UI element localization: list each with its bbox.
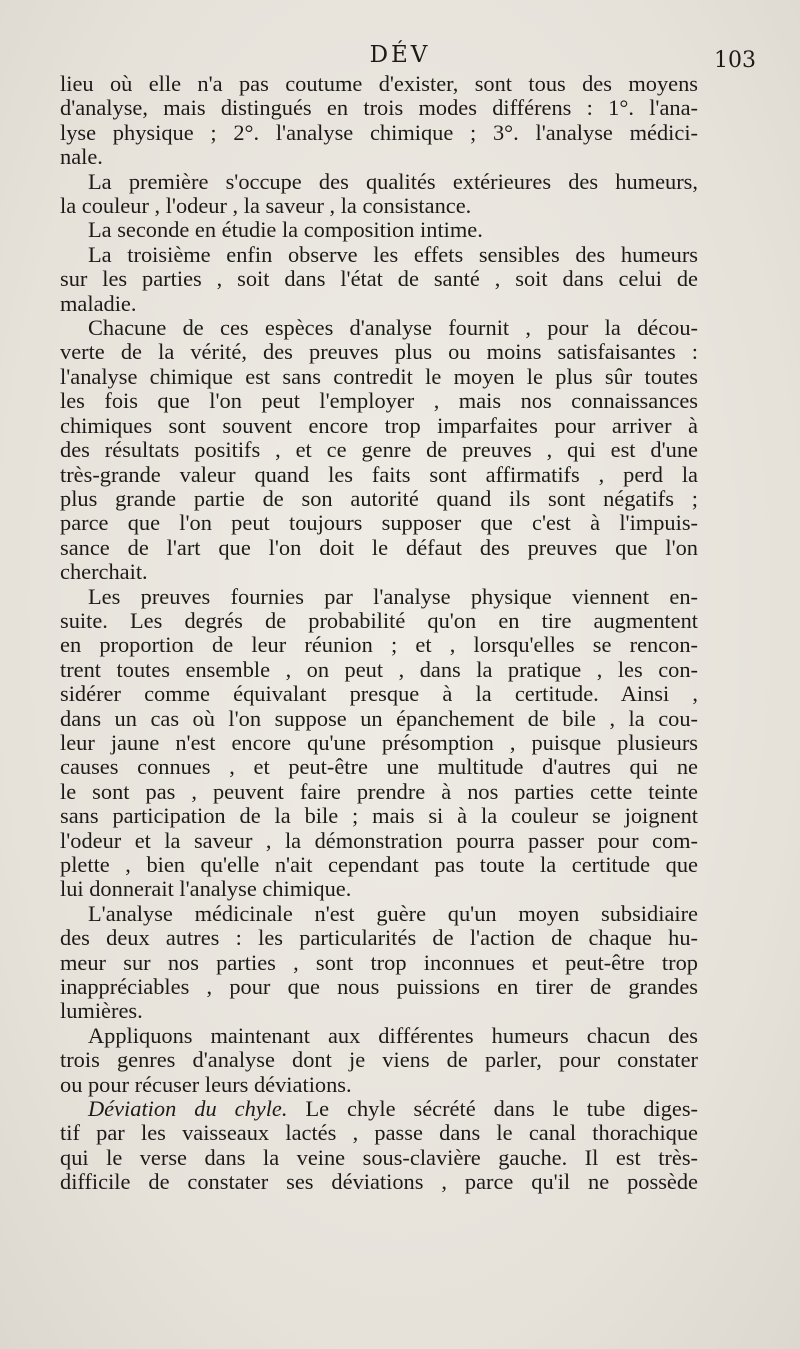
text-line: très-grande valeur quand les faits sont affirmatifs , perd la <box>60 461 698 487</box>
text-line: ou pour récuser leurs déviations. <box>60 1071 352 1097</box>
text-line: inappréciables , pour que nous puissions en tirer de grandes <box>60 974 698 1000</box>
text-line: les fois que l'on peut l'employer , mais nos connaissances <box>60 388 698 414</box>
text-line: l'odeur et la saveur , la démonstration pourra passer pour com- <box>60 827 698 853</box>
text-line: chimiques sont souvent encore trop imparfaites pour arriver à <box>60 412 698 438</box>
body-text <box>60 72 698 1195</box>
text-line: des résultats positifs , et ce genre de preuves , qui est d'une <box>60 437 698 463</box>
section-heading: Déviation du chyle. <box>88 1096 288 1122</box>
text-line: Chacune de ces espèces d'analyse fournit , pour la décou- <box>88 315 698 341</box>
text-line: Les preuves fournies par l'analyse physique viennent en- <box>88 583 698 609</box>
text-line-continuation: Le chyle sécrété dans le tube diges- <box>305 1096 698 1122</box>
text-line: la couleur , l'odeur , la saveur , la consistance. <box>60 193 472 219</box>
text-line: verte de la vérité, des preuves plus ou moins satisfaisantes : <box>60 339 698 365</box>
text-line: difficile de constater ses déviations , parce qu'il ne possède <box>60 1169 698 1195</box>
text-line: sans participation de la bile ; mais si à la couleur se joignent <box>60 803 698 829</box>
text-line: parce que l'on peut toujours supposer que c'est à l'impuis- <box>60 510 698 536</box>
text-line: leur jaune n'est encore qu'une présomption , puisque plusieurs <box>60 729 698 755</box>
page-number: 103 <box>714 48 756 73</box>
text-line: suite. Les degrés de probabilité qu'on en tire augmentent <box>60 607 698 633</box>
text-line: l'analyse chimique est sans contredit le moyen le plus sûr toutes <box>60 363 698 389</box>
text-line: lui donnerait l'analyse chimique. <box>60 876 352 902</box>
text-line: sur les parties , soit dans l'état de santé , soit dans celui de <box>60 266 698 292</box>
text-line: meur sur nos parties , sont trop inconnues et peut-être trop <box>60 949 698 975</box>
text-line: maladie. <box>60 290 137 316</box>
text-line: en proportion de leur réunion ; et , lorsqu'elles se rencon- <box>60 632 698 658</box>
text-line: La seconde en étudie la composition intime. <box>88 217 483 243</box>
text-line: La troisième enfin observe les effets sensibles des humeurs <box>88 241 698 267</box>
text-line: lieu où elle n'a pas coutume d'exister, sont tous des moyens <box>60 71 698 96</box>
text-line: nale. <box>60 144 103 170</box>
text-line: lyse physique ; 2°. l'analyse chimique ; 3°. l'analyse médici- <box>60 119 698 145</box>
text-line: plus grande partie de son autorité quand ils sont négatifs ; <box>60 485 698 511</box>
text-line: causes connues , et peut-être une multitude d'autres qui ne <box>60 754 698 780</box>
text-line: tif par les vaisseaux lactés , passe dans le canal thorachique <box>60 1120 698 1146</box>
text-line: trent toutes ensemble , on peut , dans la pratique , les con- <box>60 656 698 682</box>
text-line: trois genres d'analyse dont je viens de parler, pour constater <box>60 1047 698 1073</box>
running-head: DÉV <box>369 42 431 68</box>
text-line: L'analyse médicinale n'est guère qu'un moyen subsidiaire <box>88 900 698 926</box>
text-line: dans un cas où l'on suppose un épanchement de bile , la cou- <box>60 705 698 731</box>
text-line: sance de l'art que l'on doit le défaut des preuves que l'on <box>60 534 698 560</box>
text-line: d'analyse, mais distingués en trois modes différens : 1°. l'ana- <box>60 95 698 121</box>
text-line: cherchait. <box>60 559 148 585</box>
text-line <box>60 1097 698 1121</box>
text-line: qui le verse dans la veine sous-clavière gauche. Il est très- <box>60 1144 698 1170</box>
text-line: lumières. <box>60 998 143 1024</box>
text-line: plette , bien qu'elle n'ait cependant pas toute la certitude que <box>60 852 698 877</box>
text-line: des deux autres : les particularités de l'action de chaque hu- <box>60 925 698 951</box>
text-line: le sont pas , peuvent faire prendre à nos parties cette teinte <box>60 778 698 804</box>
text-line: La première s'occupe des qualités extérieures des humeurs, <box>88 168 698 194</box>
text-line: sidérer comme équivalant presque à la certitude. Ainsi , <box>60 681 698 707</box>
text-line: Appliquons maintenant aux différentes humeurs chacun des <box>88 1022 698 1048</box>
